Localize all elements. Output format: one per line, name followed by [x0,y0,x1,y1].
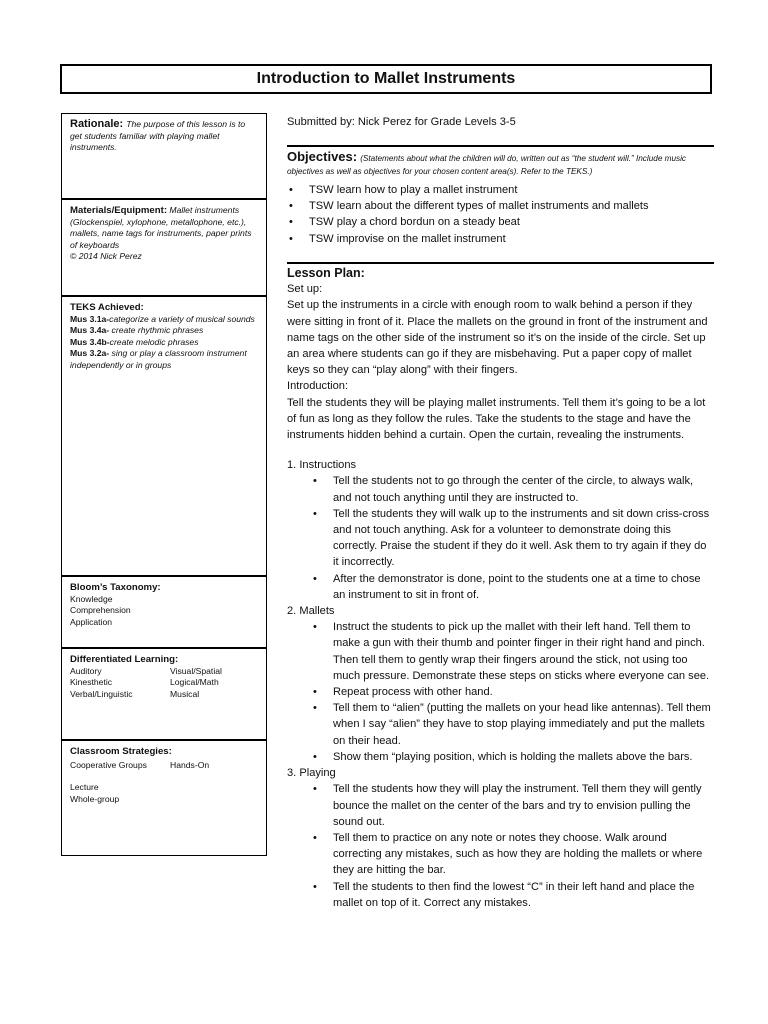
materials-text: Mallet instruments (Glockenspiel, xylophone, metallophone, etc.), mallets, name tags for instruments, paper prints of keyboards [70,205,252,250]
lesson-plan-section [287,265,714,911]
diff-item: Auditory [70,665,102,676]
instruction-item: • After the demonstrator is done, point to the students one at a time to chose an instrument to sit in front of. [287,571,714,603]
teks-heading: TEKS Achieved: [70,302,144,313]
blooms-box [61,576,267,648]
divider [287,262,714,264]
strategies-heading: Classroom Strategies: [70,746,172,757]
section-instructions-label: 1. Instructions [287,459,357,472]
section-mallets-label: 2. Mallets [287,605,335,618]
strategies-box [61,740,267,856]
playing-item: • Tell the students to then find the lowest “C” in their left hand and place the mallet on top of it. Correct any mistakes. [287,879,714,911]
instruction-item: • Tell the students they will walk up to the instruments and sit down criss-cross and not touch anything. Ask for a volunteer to demonstrate doing this correctly. Praise the student if they do it well. Ask them to try again if they do it incorrectly. [287,506,714,571]
page-title: Introduction to Mallet Instruments [60,64,712,94]
lesson-plan-heading: Lesson Plan: [287,266,365,280]
section-playing-label: 3. Playing [287,767,336,780]
strategy-item: Whole-group [70,793,120,804]
diff-item: Kinesthetic [70,677,113,687]
objective-item: • TSW learn how to play a mallet instrument [287,182,714,198]
introduction-label: Introduction: [287,380,349,393]
blooms-item: Knowledge [70,593,113,604]
copyright-text: © 2014 Nick Perez [70,251,142,261]
diff-item: Musical [170,688,200,699]
objective-item: • TSW learn about the different types of mallet instruments and mallets [287,198,714,214]
setup-label: Set up: [287,283,323,296]
instruction-item: • Tell the students not to go through the center of the circle, to always walk, and not touch anything until they are instructed to. [287,473,714,505]
differentiated-box [61,648,267,740]
mallets-item: • Instruct the students to pick up the mallet with their left hand. Tell them to make a gun with their thumb and pointer finger in their right hand and pinch. Then tell them to gently wrap their fingers around the stick, not using too much pressure. Demonstrate these steps on sticks where everyone can see. [287,619,714,684]
diff-item: Logical/Math [170,677,219,687]
setup-text: Set up the instruments in a circle with enough room to walk behind a person if they were sitting in front of it. Place the mallets on the ground in front of the instrument and name tags on the other side of the instrument so it’s on the inside of the circle. Set up an area where students can go if they are misbehaving. Put a paper copy of mallet keys so they can “play along” with their fingers. [287,299,708,377]
strategy-item: Lecture [70,782,99,792]
differentiated-heading: Differentiated Learning: [70,654,179,665]
mallets-item: • Tell them to “alien” (putting the mallets on your head like antennas). Tell them when I say “alien” they have to stop playing immediately and put the mallets on their head. [287,700,714,749]
teks-item: Mus 3.2a- sing or play a classroom instrument independently or in groups [70,348,247,370]
objectives-heading: Objectives: [287,149,358,164]
teks-item: Mus 3.4a- create rhythmic phrases [70,325,204,335]
rationale-heading: Rationale [70,118,120,130]
diff-item: Visual/Spatial [170,665,222,676]
rationale-box: Rationale: The purpose of this lesson is to get students familiar with playing mallet instruments. [61,113,267,199]
blooms-item: Application [70,616,113,627]
introduction-text: Tell the students they will be playing mallet instruments. Tell them it’s going to be a lot of fun as long as they follow the rules. Take the students to the stage and have the instruments hidden behind a curtain. Open the curtain, revealing the instruments. [287,396,706,442]
objectives-section [287,150,714,247]
submitted-by: Submitted by: Nick Perez for Grade Levels 3-5 [287,116,516,128]
objective-item: • TSW improvise on the mallet instrument [287,231,714,247]
teks-box [61,296,267,576]
mallets-item: • Show them “playing position, which is holding the mallets above the bars. [287,749,714,765]
materials-heading: Materials/Equipment: [70,205,168,216]
teks-item: Mus 3.1a-categorize a variety of musical sounds [70,313,255,324]
playing-item: • Tell the students how they will play the instrument. Tell them they will gently bounce the mallet on the center of the bars and try to envision pulling the sound out. [287,781,714,830]
diff-item: Verbal/Linguistic [70,688,133,699]
mallets-item: • Repeat process with other hand. [287,684,714,700]
materials-box [61,199,267,296]
objectives-note: (Statements about what the children will do, written out as “the student will.” Include music objectives as well as objectives for your chosen content area(s). Refer to the TEKS.) [287,154,687,176]
strategy-item: Cooperative Groups [70,759,147,770]
divider [287,145,714,147]
teks-item: Mus 3.4b-create melodic phrases [70,336,199,347]
objective-item: • TSW play a chord bordun on a steady beat [287,214,714,230]
playing-item: • Tell them to practice on any note or notes they choose. Walk around correcting any mistakes, such as how they are holding the mallets or where they are hitting the bar. [287,830,714,879]
blooms-item: Comprehension [70,605,131,615]
strategy-item: Hands-On [170,759,210,770]
rationale-text: The purpose of this lesson is to get students familiar with playing mallet instruments. [70,119,246,152]
blooms-heading: Bloom’s Taxonomy: [70,582,161,593]
